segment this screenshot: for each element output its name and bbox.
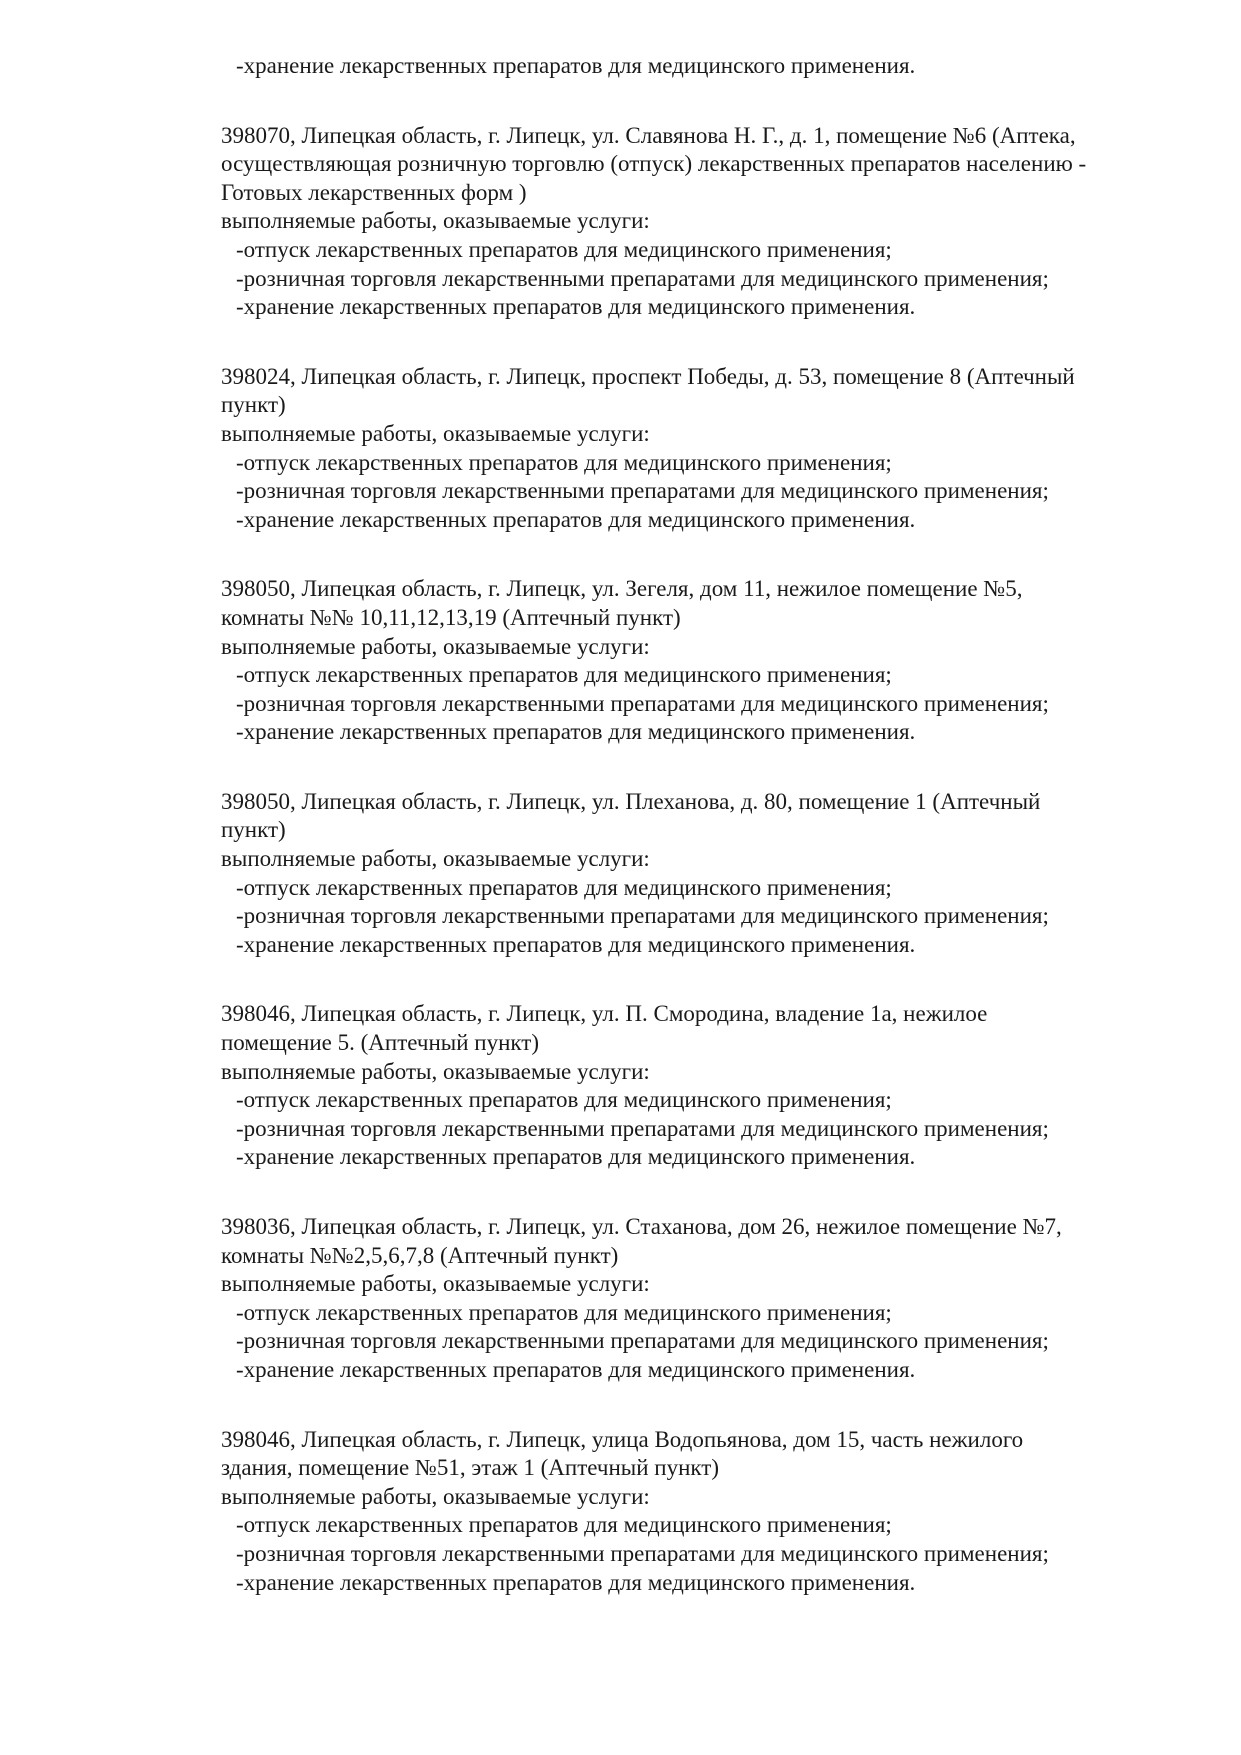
- service-item: -розничная торговля лекарственными препаратами для медицинского применения;: [236, 265, 1049, 291]
- service-item: -розничная торговля лекарственными препаратами для медицинского применения;: [236, 478, 1049, 504]
- service-item: -розничная торговля лекарственными препаратами для медицинского применения;: [236, 1328, 1049, 1354]
- pharmacy-entry: [221, 788, 1181, 960]
- service-item: -хранение лекарственных препаратов для медицинского применения.: [236, 1569, 916, 1595]
- service-item: -отпуск лекарственных препаратов для медицинского применения;: [236, 1087, 892, 1113]
- services-heading: выполняемые работы, оказываемые услуги:: [221, 1058, 650, 1084]
- entry-address-line: Готовых лекарственных форм ): [221, 179, 527, 205]
- entry-address-line: 398050, Липецкая область, г. Липецк, ул. Плеханова, д. 80, помещение 1 (Аптечный: [221, 788, 1041, 814]
- entry-address-line: 398050, Липецкая область, г. Липецк, ул. Зегеля, дом 11, нежилое помещение №5,: [221, 576, 1023, 602]
- entry-address-line: 398036, Липецкая область, г. Липецк, ул. Стаханова, дом 26, нежилое помещение №7,: [221, 1214, 1062, 1239]
- pharmacy-entry: [221, 575, 1181, 747]
- document-page: [221, 52, 1181, 1597]
- service-item: -хранение лекарственных препаратов для медицинского применения.: [236, 931, 916, 957]
- pharmacy-entry: [221, 122, 1181, 322]
- entry-address-line: 398024, Липецкая область, г. Липецк, проспект Победы, д. 53, помещение 8 (Аптечный: [221, 363, 1075, 389]
- lead-service-item: -хранение лекарственных препаратов для медицинского применения.: [236, 53, 916, 78]
- service-item: -хранение лекарственных препаратов для медицинского применения.: [236, 719, 916, 745]
- service-item: -отпуск лекарственных препаратов для медицинского применения;: [236, 449, 892, 475]
- entry-address-line: комнаты №№2,5,6,7,8 (Аптечный пункт): [221, 1242, 619, 1268]
- entry-address-line: пункт): [221, 817, 286, 843]
- pharmacy-entry: [221, 363, 1181, 535]
- pharmacy-entry: [221, 1000, 1181, 1172]
- service-item: -хранение лекарственных препаратов для медицинского применения.: [236, 1144, 916, 1170]
- services-heading: выполняемые работы, оказываемые услуги:: [221, 1483, 650, 1509]
- entry-address-line: 398046, Липецкая область, г. Липецк, ул. П. Смородина, владение 1а, нежилое: [221, 1001, 988, 1027]
- service-item: -розничная торговля лекарственными препаратами для медицинского применения;: [236, 903, 1049, 929]
- services-heading: выполняемые работы, оказываемые услуги:: [221, 208, 650, 234]
- services-heading: выполняемые работы, оказываемые услуги:: [221, 846, 650, 872]
- service-item: -отпуск лекарственных препаратов для медицинского применения;: [236, 662, 892, 688]
- service-item: -отпуск лекарственных препаратов для медицинского применения;: [236, 236, 892, 262]
- services-heading: выполняемые работы, оказываемые услуги:: [221, 420, 650, 446]
- service-item: -хранение лекарственных препаратов для медицинского применения.: [236, 294, 916, 320]
- pharmacy-entries-list: [221, 122, 1181, 1598]
- entry-address-line: здания, помещение №51, этаж 1 (Аптечный пункт): [221, 1455, 720, 1481]
- pharmacy-entry: [221, 1213, 1181, 1385]
- services-heading: выполняемые работы, оказываемые услуги:: [221, 633, 650, 659]
- entry-address-line: пункт): [221, 392, 286, 418]
- services-heading: выполняемые работы, оказываемые услуги:: [221, 1271, 650, 1297]
- service-item: -хранение лекарственных препаратов для медицинского применения.: [236, 1356, 916, 1382]
- service-item: -хранение лекарственных препаратов для медицинского применения.: [236, 506, 916, 532]
- service-item: -розничная торговля лекарственными препаратами для медицинского применения;: [236, 1115, 1049, 1141]
- pharmacy-entry: [221, 1426, 1181, 1598]
- service-item: -розничная торговля лекарственными препаратами для медицинского применения;: [236, 1540, 1049, 1566]
- service-item: -отпуск лекарственных препаратов для медицинского применения;: [236, 1299, 892, 1325]
- entry-address-line: 398046, Липецкая область, г. Липецк, улица Водопьянова, дом 15, часть нежилого: [221, 1426, 1024, 1452]
- service-item: -розничная торговля лекарственными препаратами для медицинского применения;: [236, 690, 1049, 716]
- entry-address-line: осуществляющая розничную торговлю (отпуск) лекарственных препаратов населению -: [221, 151, 1087, 177]
- service-item: -отпуск лекарственных препаратов для медицинского применения;: [236, 1512, 892, 1538]
- entry-address-line: комнаты №№ 10,11,12,13,19 (Аптечный пункт): [221, 604, 681, 630]
- entry-address-line: 398070, Липецкая область, г. Липецк, ул. Славянова Н. Г., д. 1, помещение №6 (Аптека,: [221, 122, 1076, 148]
- entry-address-line: помещение 5. (Аптечный пункт): [221, 1030, 539, 1056]
- service-item: -отпуск лекарственных препаратов для медицинского применения;: [236, 874, 892, 900]
